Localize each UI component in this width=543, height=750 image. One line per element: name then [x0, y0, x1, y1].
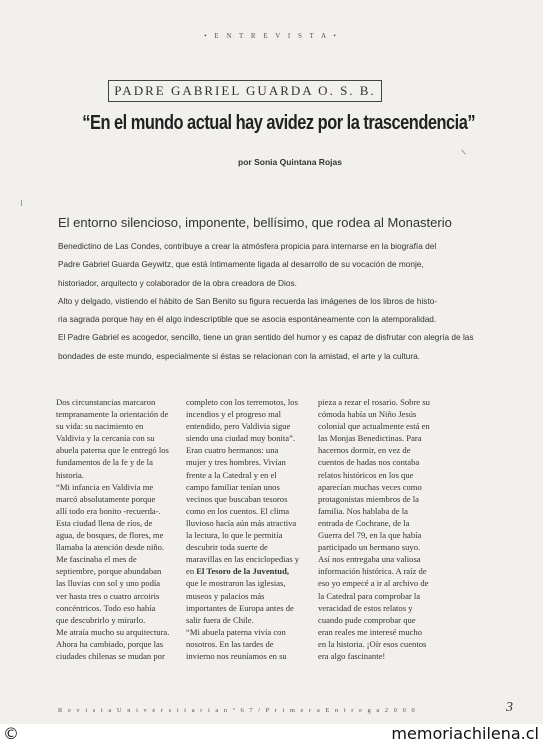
text-line: allí todo era bonito -recuerda-.: [56, 505, 161, 516]
text-line: información histórica. A raíz de: [318, 566, 427, 577]
text-line: tempranamente la orientación de: [56, 409, 169, 420]
text-line: salir fuera de Chile.: [186, 614, 254, 625]
text-line: nosotros. En las tardes de: [186, 638, 274, 649]
text-line: [186, 565, 308, 577]
text-line: llamaba la atención desde niño.: [56, 542, 165, 553]
text-line: historia.: [56, 469, 84, 480]
text-line: pieza a rezar el rosario. Sobre su: [318, 397, 430, 407]
book-title: El Tesoro de la Juventud,: [196, 566, 289, 577]
text-line: colonial que actualmente está en: [318, 421, 430, 432]
speck-mark: [21, 200, 22, 206]
text-line: Dos circunstancias marcaron: [56, 397, 156, 407]
text-line: Valdivia y la cercanía con su: [56, 433, 155, 444]
text-line: cuando pude comprobar que: [318, 614, 416, 625]
text-line: Guerra del 79, en la que había: [318, 530, 422, 541]
text-line: veracidad de estos relatos y: [318, 602, 413, 613]
intro-line: Alto y delgado, vistiendo el hábito de San Benito su figura recuerda las imágenes de los libros de histo-: [58, 295, 438, 306]
text-line: eran reales me interesé mucho: [318, 626, 423, 637]
column-2: [186, 396, 308, 662]
text-line: ciudades chilenas se mudan por: [56, 650, 165, 661]
text-line: cuentos de hadas nos contaba: [318, 457, 420, 468]
text-line: agua, de bosques, de flores, me: [56, 530, 164, 541]
text-line: invierno nos reuníamos en su: [186, 650, 287, 661]
text-line: maravillas en las enciclopedias y: [186, 554, 300, 565]
text-line: entrada de Cochrane, de la: [318, 517, 410, 528]
text-line: vecinos que buscaban tesoros: [186, 493, 288, 504]
text-line: museos y palacios más: [186, 590, 265, 601]
text-line: ver hasta tres o cuatro arcoiris: [56, 590, 160, 601]
text-line: como en los cuentos. El clima: [186, 505, 290, 516]
text-line: Ahora ha cambiado, porque las: [56, 638, 164, 649]
text-line: las Monjas Benedictinas. Para: [318, 433, 422, 444]
intro-paragraph: [58, 237, 506, 365]
copyright-icon: ©: [3, 724, 19, 743]
text-line: familia. Nos hablaba de la: [318, 505, 408, 516]
text-line: abuela paterna que le entregó los: [56, 445, 169, 456]
intro-line: Padre Gabriel Guarda Geywitz, que está íntimamente ligada al desarrollo de su vocación de monje,: [58, 259, 424, 270]
text-line: siendo una ciudad muy bonita”.: [186, 433, 296, 444]
text-line: frente a la Catedral y en el: [186, 469, 277, 480]
intro-line: ria sagrada porque hay en él algo indescriptible que se asocia espontáneamente con la atemporalidad.: [58, 314, 437, 325]
text-line: descubrir toda suerte de: [186, 542, 268, 553]
text-line: campo familiar tenían unos: [186, 481, 280, 492]
text-line: Eran cuatro hermanos: una: [186, 445, 279, 456]
watermark-site-name: memoriachilena.cl: [391, 724, 539, 743]
text-line: incendios y el progreso mal: [186, 409, 281, 420]
publication-footer: R e v i s t a U n i v e r s i t a r i a n º 6 7 / P r i m e r a E n t r e g a 2 0 0 0: [58, 707, 417, 714]
text-line: su vida: su nacimiento en: [56, 421, 144, 432]
intro-lead: El entorno silencioso, imponente, bellísimo, que rodea al Monasterio: [58, 215, 452, 230]
byline: por Sonia Quintana Rojas: [238, 157, 342, 167]
text-line: septiembre, porque abundaban: [56, 566, 162, 577]
column-1: [56, 396, 178, 662]
text-line: eso yo empecé a ir al archivo de: [318, 578, 429, 589]
text-line: en la historia. ¡Oír esos cuentos: [318, 638, 427, 649]
text-line: importantes de Europa antes de: [186, 602, 294, 613]
intro-line: El Padre Gabriel es acogedor, sencillo, tiene un gran sentido del humor y es capaz de disfrutar con alegría de las: [58, 332, 474, 343]
text-line: protagonistas miembros de la: [318, 493, 419, 504]
text-line: la Catedral para comprobar la: [318, 590, 421, 601]
text-line: marcó absolutamente porque: [56, 493, 156, 504]
text-line: lluvioso hacía aún más atractiva: [186, 517, 297, 528]
text-line: Así nos entregaba una valiosa: [318, 554, 421, 565]
speck-mark: [461, 149, 466, 154]
text-line: aparecían muchas veces como: [318, 481, 422, 492]
intro-line: historiador, arquitecto y colaborador de la obra creadora de Dios.: [58, 277, 297, 288]
text-line: “Mi infancia en Valdivia me: [56, 481, 154, 492]
text-line: concéntricos. Todo eso había: [56, 602, 156, 613]
text-line: participado un hermano suyo.: [318, 542, 421, 553]
text-line: las lluvias con sol y uno podía: [56, 578, 161, 589]
text-line: fundamentos de la fe y de la: [56, 457, 153, 468]
text-line: Me fascinaba el mes de: [56, 554, 137, 565]
text-line: Esta ciudad llena de ríos, de: [56, 517, 153, 528]
text-line: mujer y tres hombres. Vivían: [186, 457, 286, 468]
text-fragment: en: [186, 566, 197, 577]
text-line: la lectura, lo que le permitía: [186, 530, 283, 541]
interviewee-name-box: PADRE GABRIEL GUARDA O. S. B.: [108, 80, 382, 102]
text-line: cómoda había un Niño Jesús: [318, 409, 417, 420]
text-line: era algo fascinante!: [318, 650, 386, 661]
text-line: que le mostraron las iglesias,: [186, 578, 286, 589]
intro-line: bondades de este mundo, especialmente si éstas se relacionan con la amistad, el arte y la cultura.: [58, 350, 421, 361]
intro-line: Benedictino de Las Condes, contribuye a crear la atmósfera propicia para internarse en la biografía del: [58, 241, 437, 251]
section-label: • E N T R E V I S T A •: [204, 32, 339, 40]
text-line: entendido, pero Valdivia sigue: [186, 421, 291, 432]
text-line: “Mi abuela paterna vivía con: [186, 626, 286, 637]
headline: “En el mundo actual hay avidez por la trascendencia”: [82, 112, 476, 134]
text-line: que descubrirlo y mirarlo.: [56, 614, 146, 625]
text-line: hacernos dormir, en vez de: [318, 445, 411, 456]
column-3: [318, 396, 440, 662]
page-number: 3: [506, 700, 513, 715]
text-line: relatos históricos en los que: [318, 469, 414, 480]
text-line: completo con los terremotos, los: [186, 397, 298, 407]
text-line: Me atraía mucho su arquitectura.: [56, 626, 170, 637]
